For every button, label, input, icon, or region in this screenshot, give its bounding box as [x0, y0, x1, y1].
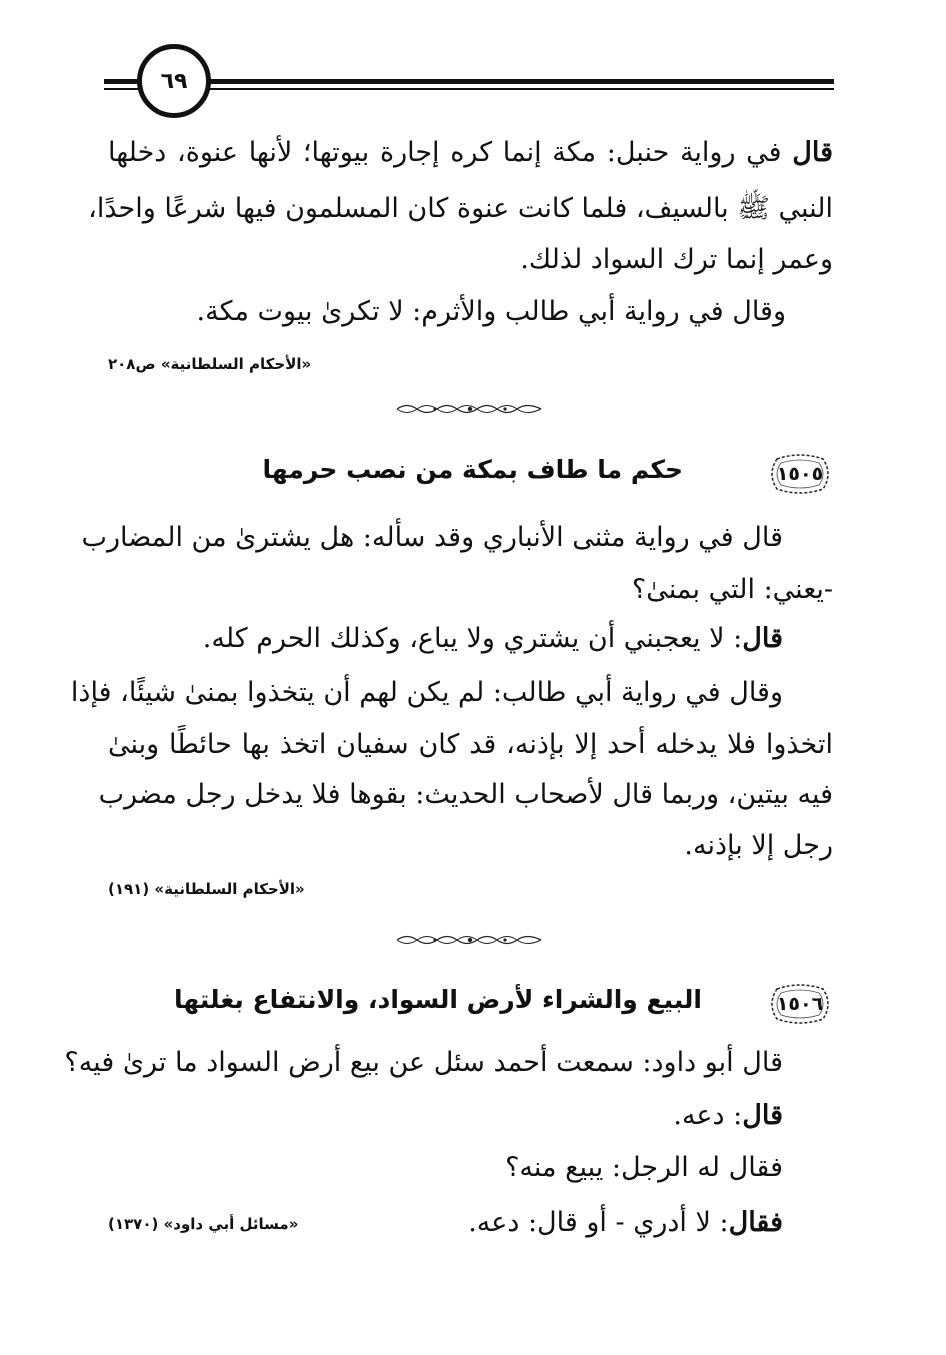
- line-text: فيه بيتين، وربما قال لأصحاب الحديث: بقوها فلا يدخل رجل مضرب: [98, 779, 833, 810]
- text-line: [108, 725, 833, 765]
- section-title: البيع والشراء لأرض السواد، والانتفاع بغلتها: [174, 985, 702, 1014]
- text-line: [64, 1043, 783, 1083]
- text-line: [98, 775, 833, 815]
- text-line: [197, 292, 786, 332]
- line-text: قال في رواية مثنى الأنباري وقد سأله: هل يشترىٰ من المضارب: [81, 522, 783, 553]
- line-text: النبي ﷺ بالسيف، فلما كانت عنوة كان المسلمون فيها شرعًا واحدًا،: [88, 193, 833, 224]
- header-rule-thick: [104, 79, 834, 84]
- line-text: وقال في رواية أبي طالب: لم يكن لهم أن يتخذوا بمنىٰ شيئًا، فإذا: [70, 677, 783, 708]
- line-text: فقال له الرجل: يبيع منه؟: [505, 1152, 783, 1183]
- line-text: وقال في رواية أبي طالب والأثرم: لا تكرىٰ بيوت مكة.: [196, 296, 786, 327]
- text-line: [505, 1148, 783, 1188]
- text-line: [632, 570, 833, 610]
- text-line: [88, 189, 833, 229]
- text-line: [70, 673, 783, 713]
- text-line: [673, 1096, 783, 1136]
- line-text: : لا يعجبني أن يشتري ولا يباع، وكذلك الحرم كله.: [202, 623, 743, 654]
- header-rule-thin: [104, 88, 834, 90]
- line-lead: قال: [742, 1100, 783, 1131]
- source-citation: «الأحكام السلطانية» ص٢٠٨: [108, 355, 312, 373]
- section-number-medallion: [767, 983, 833, 1025]
- line-text: : دعه.: [673, 1100, 743, 1131]
- line-text: -يعني: التي بمنىٰ؟: [631, 574, 833, 605]
- line-text: اتخذوا فلا يدخله أحد إلا بإذنه، قد كان سفيان اتخذ بها حائطًا وبنىٰ: [108, 729, 833, 760]
- section-number: ١٥٠٦: [776, 993, 824, 1015]
- text-line: [203, 619, 783, 659]
- text-line: [468, 1203, 783, 1243]
- line-text: وعمر إنما ترك السواد لذلك.: [520, 244, 833, 275]
- line-text: في رواية حنبل: مكة إنما كره إجارة بيوتها؛ لأنها عنوة، دخلها: [108, 137, 793, 168]
- section-number-medallion: [767, 453, 833, 495]
- divider-ornament: [395, 402, 545, 416]
- line-lead: قال: [792, 137, 833, 168]
- line-lead: فقال: [728, 1207, 783, 1238]
- text-line: [108, 133, 833, 173]
- section-number: ١٥٠٥: [776, 463, 824, 485]
- line-text: قال أبو داود: سمعت أحمد سئل عن بيع أرض السواد ما ترىٰ فيه؟: [64, 1047, 783, 1078]
- text-line: [520, 240, 833, 280]
- source-citation: «الأحكام السلطانية» (١٩١): [108, 880, 305, 898]
- line-text: رجل إلا بإذنه.: [684, 830, 833, 861]
- text-line: [684, 826, 833, 866]
- line-text: : لا أدري - أو قال: دعه.: [468, 1207, 729, 1238]
- divider-ornament: [395, 933, 545, 947]
- page-number: ٦٩: [160, 68, 188, 94]
- page-number-badge: [137, 44, 211, 118]
- section-title: حكم ما طاف بمكة من نصب حرمها: [262, 455, 683, 484]
- line-lead: قال: [742, 623, 783, 654]
- text-line: [81, 518, 783, 558]
- source-citation: «مسائل أبي داود» (١٣٧٠): [108, 1215, 299, 1233]
